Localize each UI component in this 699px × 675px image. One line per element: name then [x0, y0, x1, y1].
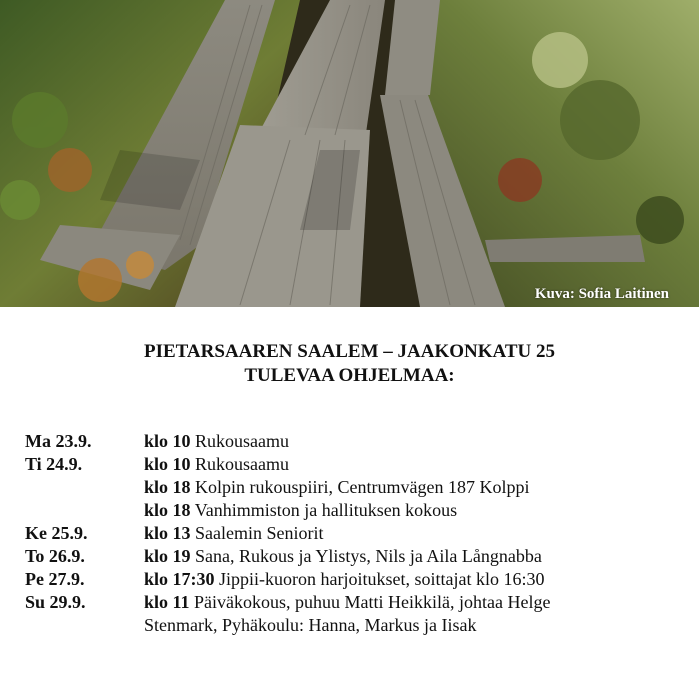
schedule-row: [25, 430, 685, 453]
schedule-time: klo 11: [144, 592, 190, 612]
schedule-time: klo 18: [144, 500, 191, 520]
schedule-list: [25, 430, 685, 637]
schedule-day: Ke 25.9.: [25, 523, 88, 543]
schedule-day: [25, 499, 144, 522]
schedule-entry: [144, 430, 685, 453]
schedule-row: [25, 453, 685, 476]
schedule-time: klo 19: [144, 546, 191, 566]
schedule-row: [25, 545, 685, 568]
schedule-description: Rukousaamu: [195, 454, 290, 474]
schedule-row: [25, 499, 685, 522]
schedule-description: Sana, Rukous ja Ylistys, Nils ja Aila Långnabba: [195, 546, 542, 566]
schedule-entry: [144, 591, 685, 637]
schedule-time: klo 10: [144, 454, 191, 474]
schedule-description: Saalemin Seniorit: [195, 523, 324, 543]
schedule-entry: [144, 476, 685, 499]
schedule-day: Pe 27.9.: [25, 569, 85, 589]
header-photo-duckboards: [0, 0, 699, 307]
schedule-day: [25, 476, 144, 499]
schedule-time: klo 10: [144, 431, 191, 451]
schedule-description: Vanhimmiston ja hallituksen kokous: [194, 500, 458, 520]
schedule-description: Jippii-kuoron harjoitukset, soittajat klo 16:30: [219, 569, 545, 589]
schedule-entry: [144, 545, 685, 568]
schedule-entry: [144, 568, 685, 591]
schedule-entry: [144, 499, 685, 522]
heading-line-venue: PIETARSAAREN SAALEM – JAAKONKATU 25: [144, 341, 555, 362]
duckboard-forest-illustration: [0, 0, 699, 307]
schedule-entry: [144, 522, 685, 545]
schedule-description: Kolpin rukouspiiri, Centrumvägen 187 Kolppi: [195, 477, 530, 497]
schedule-time: klo 13: [144, 523, 191, 543]
photo-credit: Kuva: Sofia Laitinen: [534, 286, 669, 302]
schedule-day: Ti 24.9.: [25, 454, 83, 474]
schedule-entry: [144, 453, 685, 476]
schedule-day: Su 29.9.: [25, 592, 86, 612]
event-heading: [0, 340, 699, 388]
schedule-description: Päiväkokous, puhuu Matti Heikkilä, johtaa Helge: [194, 592, 551, 612]
schedule-time: klo 18: [144, 477, 191, 497]
schedule-row: [25, 522, 685, 545]
heading-line-program: TULEVAA OHJELMAA:: [244, 365, 455, 386]
schedule-description-continued: Stenmark, Pyhäkoulu: Hanna, Markus ja Iisak: [144, 615, 477, 635]
schedule-description: Rukousaamu: [195, 431, 290, 451]
schedule-row: [25, 476, 685, 499]
schedule-row: [25, 568, 685, 591]
schedule-day: Ma 23.9.: [25, 431, 92, 451]
schedule-day: To 26.9.: [25, 546, 85, 566]
schedule-time: klo 17:30: [144, 569, 215, 589]
schedule-row: [25, 591, 685, 637]
